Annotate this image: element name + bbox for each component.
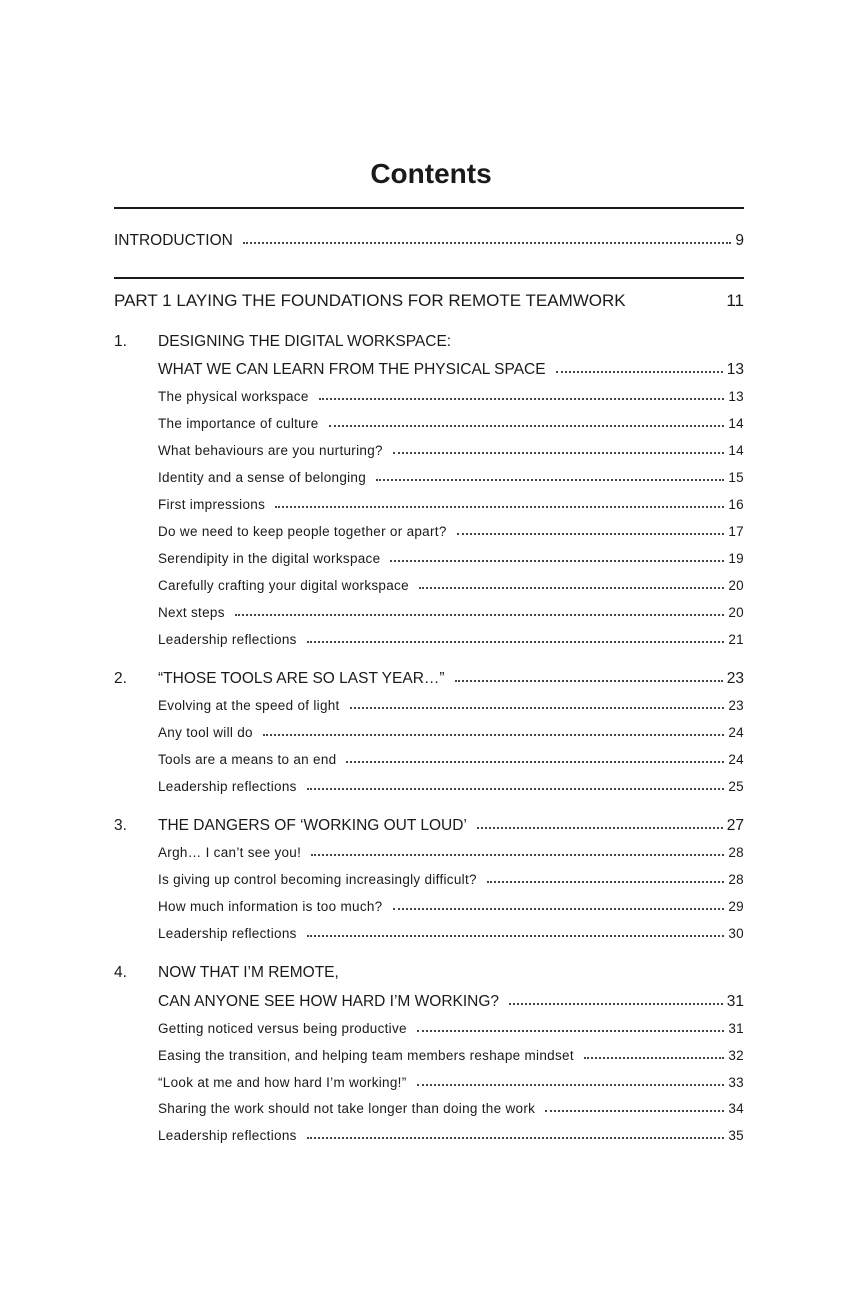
toc-part-1[interactable] <box>114 291 744 311</box>
section-page: 24 <box>728 752 744 767</box>
section-page: 21 <box>728 632 744 647</box>
dot-leader <box>350 707 725 709</box>
section-label: Leadership reflections <box>158 779 297 794</box>
section-page: 29 <box>728 899 744 914</box>
dot-leader <box>457 533 725 535</box>
section-label: Leadership reflections <box>158 632 297 647</box>
toc-section[interactable] <box>158 1075 744 1090</box>
section-label: Getting noticed versus being productive <box>158 1021 407 1036</box>
chapter-page: 23 <box>726 670 744 687</box>
toc-section[interactable] <box>158 443 744 458</box>
section-label: The importance of culture <box>158 416 319 431</box>
dot-leader <box>307 935 725 937</box>
toc-section[interactable] <box>158 551 744 566</box>
chapter-title-line2: CAN ANYONE SEE HOW HARD I’M WORKING? <box>158 993 500 1010</box>
toc-section[interactable] <box>158 752 744 767</box>
toc-section[interactable] <box>158 779 744 794</box>
chapter-number: 1. <box>114 333 127 350</box>
section-page: 19 <box>728 551 744 566</box>
dot-leader <box>329 425 725 427</box>
dot-leader <box>584 1057 725 1059</box>
section-page: 20 <box>728 578 744 593</box>
section-label: Do we need to keep people together or apart? <box>158 524 447 539</box>
chapter-number: 2. <box>114 670 127 687</box>
toc-section[interactable] <box>158 1101 744 1116</box>
dot-leader <box>393 908 725 910</box>
toc-section[interactable] <box>158 605 744 620</box>
section-label: What behaviours are you nurturing? <box>158 443 383 458</box>
dot-leader <box>419 587 724 589</box>
dot-leader <box>417 1084 725 1086</box>
toc-section[interactable] <box>158 845 744 860</box>
toc-section[interactable] <box>158 578 744 593</box>
toc-entry-introduction[interactable] <box>114 232 744 250</box>
toc-section[interactable] <box>158 497 744 512</box>
section-page: 34 <box>728 1101 744 1116</box>
dot-leader <box>556 371 723 373</box>
section-label: Easing the transition, and helping team members reshape mindset <box>158 1048 574 1063</box>
dot-leader <box>235 614 725 616</box>
section-page: 15 <box>728 470 744 485</box>
dot-leader <box>311 854 724 856</box>
part-label: PART 1 LAYING THE FOUNDATIONS FOR REMOTE TEAMWORK <box>114 291 626 310</box>
section-page: 14 <box>728 443 744 458</box>
section-label: Leadership reflections <box>158 1128 297 1143</box>
section-label: How much information is too much? <box>158 899 383 914</box>
chapter-page: 31 <box>726 993 744 1010</box>
toc-chapter-3[interactable] <box>158 817 744 835</box>
toc-section[interactable] <box>158 926 744 941</box>
chapter-title-line1: NOW THAT I’M REMOTE, <box>158 964 339 981</box>
dot-leader <box>319 398 725 400</box>
dot-leader <box>307 1137 725 1139</box>
section-label: Serendipity in the digital workspace <box>158 551 381 566</box>
section-label: First impressions <box>158 497 266 512</box>
chapter-title-line1: THE DANGERS OF ‘WORKING OUT LOUD’ <box>158 817 467 834</box>
section-label: Next steps <box>158 605 225 620</box>
toc-section[interactable] <box>158 899 744 914</box>
section-page: 35 <box>728 1128 744 1143</box>
section-page: 31 <box>728 1021 744 1036</box>
section-page: 28 <box>728 872 744 887</box>
toc-section[interactable] <box>158 1128 744 1143</box>
dot-leader <box>393 452 725 454</box>
dot-leader <box>243 242 732 244</box>
toc-section[interactable] <box>158 524 744 539</box>
dot-leader <box>307 788 725 790</box>
section-page: 17 <box>728 524 744 539</box>
chapter-title-line1: “THOSE TOOLS ARE SO LAST YEAR…” <box>158 670 445 687</box>
toc-chapter-2[interactable] <box>158 670 744 688</box>
toc-section[interactable] <box>158 872 744 887</box>
section-label: Leadership reflections <box>158 926 297 941</box>
toc-section[interactable] <box>158 1021 744 1036</box>
toc-section[interactable] <box>158 632 744 647</box>
dot-leader <box>455 680 723 682</box>
section-page: 20 <box>728 605 744 620</box>
section-page: 23 <box>728 698 744 713</box>
part-page: 11 <box>726 291 744 310</box>
toc-chapter-4[interactable] <box>158 993 744 1011</box>
toc-entry-label: INTRODUCTION <box>114 232 233 249</box>
section-page: 33 <box>728 1075 744 1090</box>
dot-leader <box>307 641 725 643</box>
chapter-page: 13 <box>726 361 744 378</box>
section-page: 28 <box>728 845 744 860</box>
part-rule <box>114 277 744 279</box>
toc-section[interactable] <box>158 416 744 431</box>
dot-leader <box>390 560 724 562</box>
toc-chapter-1[interactable] <box>158 361 744 379</box>
section-label: Evolving at the speed of light <box>158 698 340 713</box>
section-label: The physical workspace <box>158 389 309 404</box>
dot-leader <box>376 479 724 481</box>
toc-section[interactable] <box>158 1048 744 1063</box>
section-page: 30 <box>728 926 744 941</box>
section-page: 32 <box>728 1048 744 1063</box>
dot-leader <box>263 734 725 736</box>
section-label: Any tool will do <box>158 725 253 740</box>
section-page: 14 <box>728 416 744 431</box>
section-page: 16 <box>728 497 744 512</box>
dot-leader <box>509 1003 723 1005</box>
section-label: Identity and a sense of belonging <box>158 470 367 485</box>
chapter-title-line2: WHAT WE CAN LEARN FROM THE PHYSICAL SPACE <box>158 361 546 378</box>
section-page: 24 <box>728 725 744 740</box>
chapter-number: 4. <box>114 964 127 981</box>
dot-leader <box>487 881 725 883</box>
toc-section[interactable] <box>158 698 744 713</box>
chapter-number: 3. <box>114 817 127 834</box>
section-page: 13 <box>728 389 744 404</box>
dot-leader <box>417 1030 725 1032</box>
section-label: Argh… I can’t see you! <box>158 845 302 860</box>
dot-leader <box>346 761 724 763</box>
section-page: 25 <box>728 779 744 794</box>
section-label: Sharing the work should not take longer than doing the work <box>158 1101 536 1116</box>
section-label: Is giving up control becoming increasingly difficult? <box>158 872 477 887</box>
toc-entry-page: 9 <box>735 232 744 249</box>
toc-section[interactable] <box>158 470 744 485</box>
toc-section[interactable] <box>158 725 744 740</box>
top-rule <box>114 207 744 209</box>
chapter-title-line1: DESIGNING THE DIGITAL WORKSPACE: <box>158 333 452 350</box>
section-label: Carefully crafting your digital workspace <box>158 578 409 593</box>
dot-leader <box>275 506 724 508</box>
chapter-page: 27 <box>726 817 744 834</box>
dot-leader <box>477 827 723 829</box>
page-title: Contents <box>370 158 492 189</box>
section-label: Tools are a means to an end <box>158 752 337 767</box>
section-label: “Look at me and how hard I’m working!” <box>158 1075 407 1090</box>
toc-section[interactable] <box>158 389 744 404</box>
dot-leader <box>545 1110 724 1112</box>
